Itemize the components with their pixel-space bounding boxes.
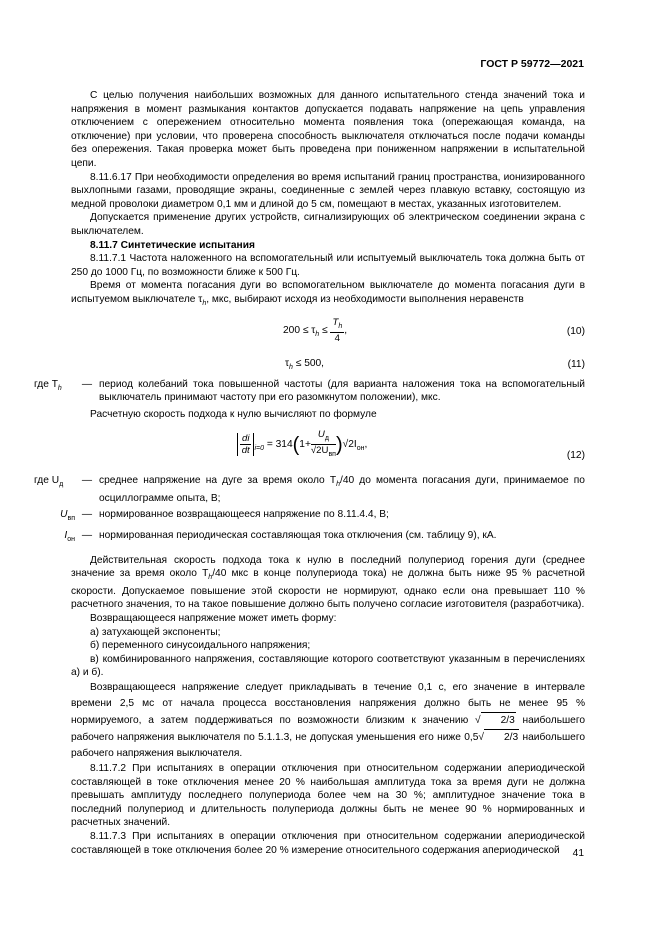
fraction-ud-uvp: $\frac{U_д}{√2U_{вп}}$ xyxy=(310,429,336,459)
paragraph-1: С целью получения наибольших возможных для данного испытательного стенда значений тока и напряжения в момент размыкания контактов допускается подавать напряжение на цепь управления отключением с опережением относительно момента появления тока (опережающая команда, на отключение) при условии, что проверена способность выключателя отключаться после подачи команды без опережения. Такая проверка может быть проведена при пониженном напряжении в испытательной цепи. xyxy=(71,90,585,169)
where-item-ion xyxy=(34,529,585,547)
equation-12-expression: $\frac{di}{dt}$ $_{i=0}$ = 314(1+ $\frac{U_д}{√2U_{вп}}$ )$√2I_{он}$, xyxy=(237,429,367,460)
paragraph-3: Допускается применение других устройств, сигнализирующих об электрическом соединении экрана с выключателем. xyxy=(71,212,585,237)
equation-number-12: (12) xyxy=(566,450,585,462)
list-item-b: б) переменного синусоидального напряжения; xyxy=(90,640,311,652)
equation-11 xyxy=(71,353,585,375)
equation-number-10: (10) xyxy=(566,325,585,337)
paragraph-recovery-voltage: Возвращающееся напряжение следует прикладывать в течение 0,1 с, его значение в интервале времени 2,5 мс от начала процесса восстановления напряжения должно быть не менее 95 % нормируемого, а затем поддерживаться по возможности близким к значению √ 2/3 наибольшего рабочего напряжения выключателя по 5.1.1.3, не допуская уменьшения его ниже 0,5√ 2/3 наибольшего рабочего напряжения выключателя. xyxy=(71,682,586,759)
equation-10-expression: $200 \le \tau_h$ ≤ $\frac{T_h}{4}$ , xyxy=(283,316,348,344)
where-dash: — xyxy=(81,530,93,542)
where-label-ud: где $U_д$ xyxy=(34,475,64,489)
section-heading-8-11-7: 8.11.7 Синтетические испытания xyxy=(90,239,255,251)
fraction-di-dt: $\frac{di}{dt}$ xyxy=(241,433,250,457)
paragraph-8-11-6-17: 8.11.6.17 При необходимости определения во время испытаний границ пространства, ионизированного выхлопными газами, проводящие экраны, соединенные с землей через плавкую вставку, состоящую из медной проволоки диаметром 0,1 мм и длиной до 5 см, помещают в местах, указанных изготовителем. xyxy=(71,171,585,210)
list-item-a: а) затухающей экспоненты; xyxy=(90,626,221,638)
where-label-ion: $I_{он}$ xyxy=(64,530,75,544)
where-dash: — xyxy=(81,378,93,390)
list-item-c: в) комбинированного напряжения, составляющие которого соответствуют указанным в перечислениях а) и б). xyxy=(71,653,585,679)
paragraph-actual-rate: Действительная скорость подхода тока к нулю в последний полупериод горения дуги (среднее значение за время около $T_h/40$ мкс в конце полупериода тока) не должна быть ниже 95 % расчетной скорости. Допускаемое повышение этой скорости не нормируют, однако если она превышает 110 % расчетного значения, то на такое повышение должно быть получено согласие изготовителя (разработчика). xyxy=(71,554,585,611)
page-body xyxy=(34,89,586,857)
paragraph-formula-intro: Расчетную скорость подхода к нулю вычисляют по формуле xyxy=(90,408,377,420)
paragraph-voltage-form: Возвращающееся напряжение может иметь форму: xyxy=(90,613,337,625)
equation-10 xyxy=(71,315,585,349)
where-label-uvp: $U_{вп}$ xyxy=(60,509,75,523)
where-dash: — xyxy=(81,475,93,487)
where-text-uvp: нормированное возвращающееся напряжение по 8.11.4.4, В; xyxy=(99,509,389,521)
equation-11-expression: $\tau_h \le 500$, xyxy=(285,357,325,371)
document-header: ГОСТ Р 59772—2021 xyxy=(480,58,584,70)
where-dash: — xyxy=(81,509,93,521)
paragraph-8-11-7-3: 8.11.7.3 При испытаниях в операции отключения при относительном содержании апериодической составляющей в токе отключения более 20 % измерение относительного содержания апериодической xyxy=(71,830,585,856)
where-text-ud: среднее напряжение на дуге за время около $T_h/40$ до момента погасания дуги, принимаемое по осциллограмме опыта, В; xyxy=(99,475,585,504)
equation-number-11: (11) xyxy=(567,358,585,370)
where-text-th: период колебаний тока повышенной частоты (для варианта наложения тока на вспомогательный выключатель принимают частоту при его разомкнутом положении), мкс. xyxy=(99,378,585,404)
fraction-th-4: $\frac{T_h}{4}$ xyxy=(332,316,343,344)
where-text-ion: нормированная периодическая составляющая тока отключения (см. таблицу 9), кА. xyxy=(99,530,497,542)
where-item-ud xyxy=(34,474,585,505)
where-item-uvp xyxy=(34,508,585,526)
paragraph-8-11-7-2: 8.11.7.2 При испытаниях в операции отключения при относительном содержании апериодической составляющей в токе отключения менее 20 % наибольшая амплитуда тока за время дуги не должна превышать амплитуду последнего полупериода более чем на 30 %; амплитудное значение тока в последний полупериод и длительность полупериода должны быть не менее 90 % нормированных и расчетных значений. xyxy=(71,763,585,829)
paragraph-8-11-7-1: 8.11.7.1 Частота наложенного на вспомогательный или испытуемый выключатель тока должна быть от 250 до 1000 Гц, по возможности ближе к 500 Гц. xyxy=(71,253,585,278)
where-label-th: где $T_h$ xyxy=(34,378,62,392)
equation-12 xyxy=(71,423,585,471)
page-number: 41 xyxy=(572,848,584,859)
where-item-th xyxy=(34,378,585,405)
paragraph-5: Время от момента погасания дуги во вспомогательном выключателе до момента погасания дуги в испытуемом выключателе $\tau_h$, мкс, выбирают исходя из необходимости выполнения неравенств xyxy=(71,280,585,307)
